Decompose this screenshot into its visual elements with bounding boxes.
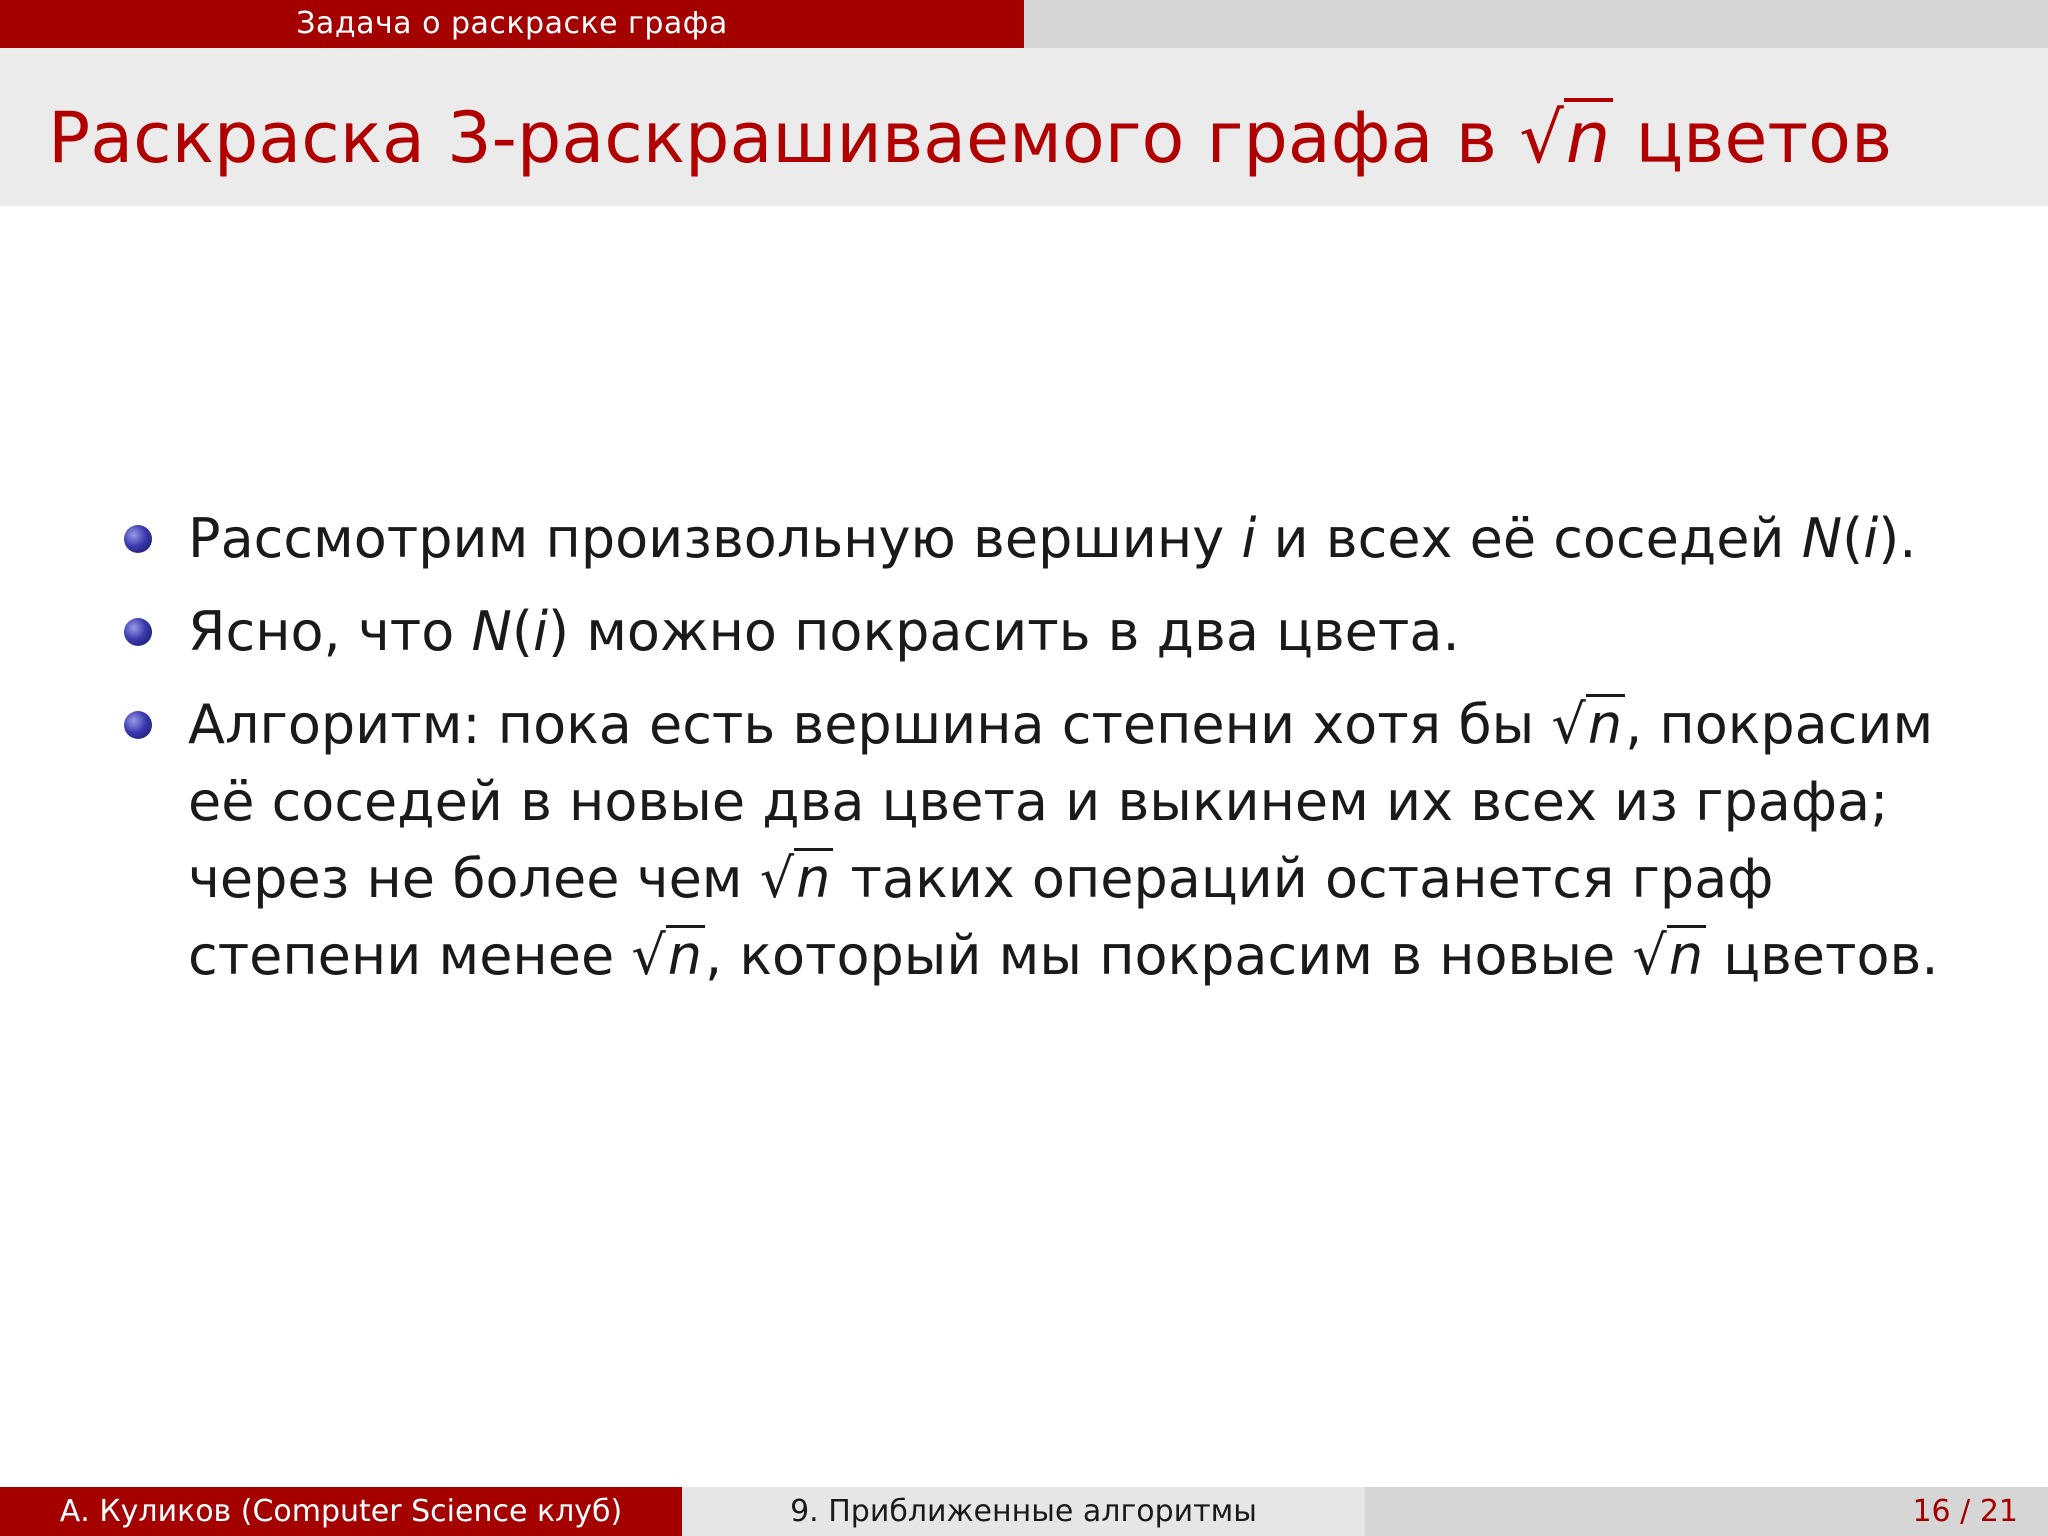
footer-talk-title: 9. Приближенные алгоритмы — [682, 1487, 1365, 1536]
math-paren: ). — [1878, 507, 1917, 570]
page-number: 16 / 21 — [1912, 1494, 2018, 1529]
bullet-ball-icon — [124, 525, 152, 553]
sqrt-radicand: n — [666, 925, 705, 985]
radical-sign-icon: √ — [1632, 924, 1667, 987]
item-text: , покрасим её соседей в новые два цвета и выкинем их всех из графа; через не более чем — [188, 693, 1934, 910]
sqrt-expression — [1551, 686, 1625, 763]
section-navigation-bar — [0, 0, 2048, 48]
slide-footer — [0, 1487, 2048, 1536]
item-text: Алгоритм: пока есть вершина степени хотя бы — [188, 693, 1552, 756]
math-variable: i — [1863, 507, 1879, 570]
sqrt-radicand: n — [794, 848, 833, 908]
item-text: Ясно, что — [188, 600, 472, 663]
math-paren: ) — [547, 600, 570, 663]
math-variable: i — [532, 600, 548, 663]
sqrt-expression — [1632, 917, 1706, 994]
radical-sign-icon: √ — [631, 924, 666, 987]
sqrt-radicand: n — [1564, 98, 1613, 176]
item-text: таких операций останется граф степени менее — [188, 847, 1774, 987]
title-band — [0, 48, 2048, 206]
radical-sign-icon: √ — [1551, 693, 1586, 756]
item-text: можно покрасить в два цвета. — [569, 600, 1460, 663]
footer-page-box — [1365, 1487, 2048, 1536]
slide-title-text: Раскраска 3-раскрашиваемого графа в — [48, 97, 1520, 179]
footer-author: А. Куликов (Computer Science клуб) — [0, 1487, 682, 1536]
sqrt-expression — [631, 917, 705, 994]
sqrt-radicand: n — [1667, 925, 1706, 985]
slide-title — [48, 48, 1892, 206]
list-item — [124, 686, 1964, 994]
list-item — [124, 500, 1964, 577]
item-text: Рассмотрим произвольную вершину — [188, 507, 1242, 570]
math-paren: ( — [511, 600, 533, 663]
item-text: и всех её соседей — [1256, 507, 1802, 570]
section-title[interactable]: Задача о раскраске графа — [0, 0, 1024, 48]
radical-sign-icon: √ — [1519, 97, 1564, 179]
item-text: цветов. — [1706, 924, 1939, 987]
radical-sign-icon: √ — [759, 847, 795, 910]
slide-title-tail: цветов — [1613, 97, 1893, 179]
math-variable: N — [471, 600, 512, 663]
list-item — [124, 593, 1964, 670]
bullet-list — [124, 500, 1964, 1010]
math-paren: ( — [1842, 507, 1864, 570]
math-variable: N — [1801, 507, 1843, 570]
math-variable: i — [1241, 507, 1257, 570]
sqrt-radicand: n — [1586, 694, 1625, 754]
sqrt-expression — [760, 840, 834, 917]
sqrt-expression — [1519, 48, 1613, 228]
bullet-ball-icon — [124, 618, 152, 646]
item-text: , который мы покрасим в новые — [705, 924, 1633, 987]
bullet-ball-icon — [124, 711, 152, 739]
